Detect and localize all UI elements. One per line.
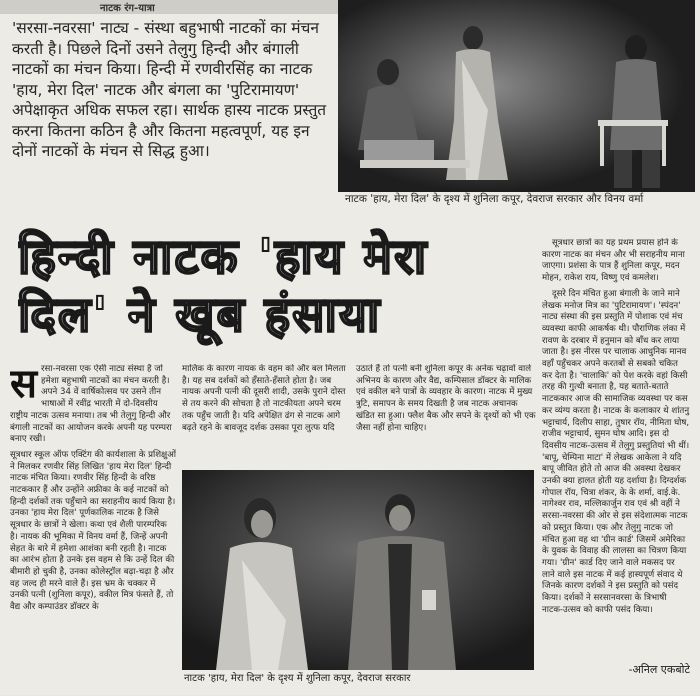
section-header-label: नाटक रंग-यात्रा [100,3,155,14]
article-paragraph [10,364,176,446]
section-header-bar [0,0,340,14]
article-column-right [542,238,690,658]
article-paragraph: दूसरे दिन मंचित हुआ बंगाली के जाने माने लेखक मनोज मित्र का 'पुटिरामायण'। 'स्पंदन' नाट्य संस्था की इस प्रस्तुति में पोशाक एवं मंच व्यवस्था काफी आकर्षक थी। पौराणिक लंका में रावण के दरबार में हनुमान को बाँध कर लाया जाता है। इस नीरस पर चालाक आधुनिक मानव वहाँ पहुँचकर अपने करतबों से सबको चकित कर देता है। 'चालाकि' को पेश करके वहां किसी तरह की गुत्थी बनाता है, यह बताते-बताते नाटककार आज की सामाजिक व्यवस्था पर कस कर व्यंग्य करता है। नाटक के कलाकार थे शांतनु भट्टाचार्य, दिलीप साहा, तुषार रॉय, नीमिता घोष, राजीव भट्टाचार्य, सुमन घोष आदि। इस दो दिवसीय नाटक-उत्सव में तेलुगु प्रस्तुतियां भी थीं। 'बापू, चेम्पिना माटा' में लेखक आकेला ने यदि बापू जीवित होते तो आज की अवस्था देखकर उनकी क्या हालत होती यह दर्शाया है। दिग्दर्शक गोपाल रॉय, चित्रा शंकर, के के शर्मा, वाई.के. नागेश्वर राव, मल्लिकार्जुन राव एवं श्री वहीं ने सरसा-नवरसा की ओर से इस संदेशात्मक नाटक को प्रस्तुत किया। एक और तेलुगु नाटक जो मंचित हुआ वह था 'ग्रीन कार्ड' जिसमें अमेरिका के युवक के विवाह की लालसा का चित्रण किया गया। 'ग्रीन' कार्ड दिए जाने वाले मकसद पर लाने वाले इस नाटक में कई हास्यपूर्ण संवाद थे जिनके कारण दर्शकों ने इस प्रस्तुति को पसंद किया। दर्शकों ने सरसानवरसा के त्रिभाषी नाटक-उत्सव को काफी पसंद किया। [542,288,690,615]
stage-scene-illustration-1 [338,0,695,192]
article-paragraph: सूत्रधार छात्रों का यह प्रथम प्रयास होने के कारण नाटक का मंचन और भी सराहनीय माना जाएगा। प्रशंसा के पात्र हैं शुनिला कपूर, मदन मोहन, राकेश राय, विष्णु एवं कमलेश। [542,238,685,284]
article-paragraph-text: रसा-नवरसा एक ऐसी नाट्य संस्था है जो हमेशा बहुभाषी नाटकों का मंचन करती है। अपने 34 वें वार्षिकोत्सव पर उसने तीन भाषाओं में रवींद्र भारती में दो-दिवसीय राष्ट्रीय नाटक उत्सव मनाया। तब भी तेलुगु हिन्दी और बंगाली नाटकों का आयोजन करके अपनी यह परम्परा बनाए रखी। [10,364,172,445]
stage-scene-illustration-2 [182,470,534,670]
stage-photo-top [338,0,695,192]
article-column-1 [10,364,176,696]
article-column-3: उठाते हैं तो पत्नी बनी शुनिला कपूर के अनेक चढ़ावों वाले अभिनय के कारण और वैद्य, कम्पिसाल डॉक्टर के मालिक एवं वकील बने पात्रों के व्यवहार के कारण। नाटक में मुख्य त्रुटि, समापन के समय दिखती है जब नाटक अचानक खंडित सा हुआ। फ्लैश बैक और सपने के दृश्यों को भी एक जैसा नहीं होना चाहिए। [356,364,536,433]
article-headline [18,228,538,352]
photo-caption-top: नाटक 'हाय, मेरा दिल' के दृश्य में शुनिला कपूर, देवराज सरकार और विनय वर्मा [345,193,644,205]
headline-line-1: हिन्दी नाटक 'हाय मेरा [18,229,429,285]
article-paragraph: सूत्रधार स्कूल ऑफ एक्टिंग की कार्यशाला के प्रशिक्षुओं ने मिलकर रणवीर सिंह लिखित 'हाय मेरा दिल' हिन्दी नाटक मंचित किया। रणवीर सिंह हिन्दी के वरिष्ठ नाटककार हैं और उन्होंने अफ्रीका के कई नाटकों को हिन्दी दर्शकों तक पहुँचाने का सराहनीय कार्य किया है। उनका 'हाय मेरा दिल' पूर्णकालिक नाटक है जिसे सूत्रधार के छात्रों ने खेला। कथा एवं शैली पारम्परिक है। नायक की भूमिका में विनय वर्मा हैं, जिन्हें अपनी सेहत के बारे में हमेशा आशंका बनी रहती है। नाटक का आरंभ होता है उनके इस वहम से कि उन्हें दिल की बीमारी हो चुकी है, उनका कोलेस्ट्रॉल बढ़ा-चढ़ा है और वह जल्द ही मरने वाले हैं। इस भ्रम के चक्कर में उनकी पत्नी (शुनिला कपूर), वकील मित्र फंसते हैं, तो वैद्य और कम्पाउंडर डॉक्टर के [10,449,176,613]
photo-caption-bottom: नाटक 'हाय, मेरा दिल' के दृश्य में शुनिला कपूर, देवराज सरकार [184,673,411,684]
drop-cap: स [10,364,38,407]
author-byline: -अनिल एकबोटे [628,663,690,676]
intro-blurb: 'सरसा-नवरसा' नाट्य - संस्था बहुभाषी नाटकों का मंचन करती है। पिछले दिनों उसने तेलुगु हिन्दी और बंगाली नाटकों का मंचन किया। हिन्दी में रणवीरसिंह का नाटक 'हाय, मेरा दिल' नाटक और बंगला का 'पुटिरामायण' अपेक्षाकृत अधिक सफल रहा। सार्थक हास्य नाटक प्रस्तुत करना कितना कठिन है और कितना महत्वपूर्ण, यह इन दोनों नाटकों के मंचन से सिद्ध हुआ। [12,19,327,160]
headline-line-2: दिल' ने खूब हंसाया [18,287,382,343]
article-column-2: मालिक के कारण नायक के वहम को और बल मिलता है। यह सब दर्शकों को हँसाते-हँसाते होता है। जब नायक अपनी पत्नी की दूसरी शादी, उसके पुराने दोस्त से तय करने की सोचता है तो नाटकीयता अपने चरम तक पहुँच जाती है। यदि अपेक्षित ढंग से नाटक आगे बढ़ते रहने के बावजूद दर्शक उसका पूरा लुत्फ यदि [182,364,346,433]
stage-photo-bottom [182,470,534,670]
